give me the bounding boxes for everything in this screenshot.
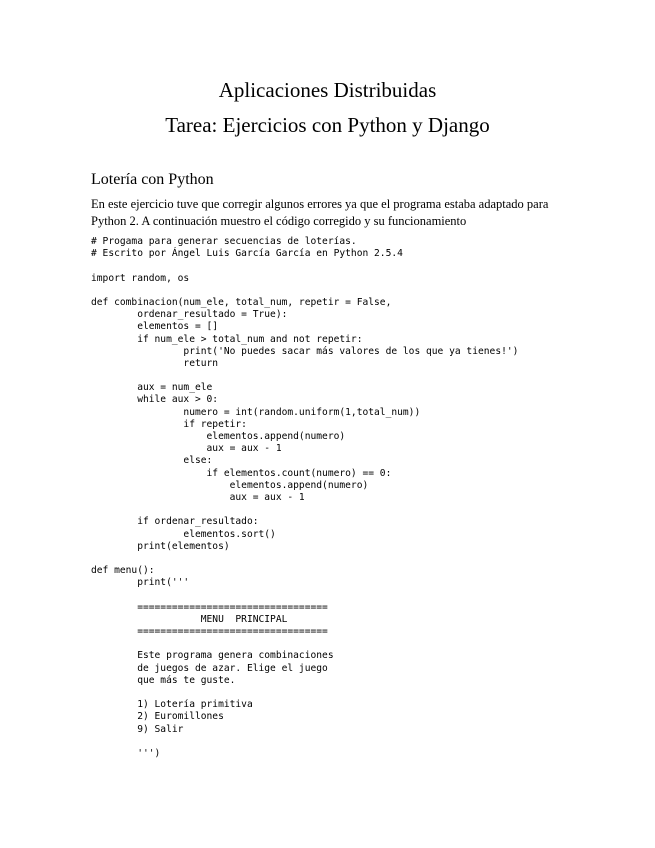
code-line: 2) Euromillones	[91, 711, 224, 723]
code-line: import random, os	[91, 272, 190, 284]
code-line: elementos.append(numero)	[91, 431, 346, 442]
code-line: print('''	[91, 577, 190, 589]
code-line	[91, 370, 518, 382]
code-line: numero = int(random.uniform(1,total_num))	[91, 406, 421, 418]
code-line: return	[91, 357, 219, 369]
code-line: while aux > 0:	[91, 394, 219, 406]
code-line: ''')	[91, 747, 161, 759]
code-listing	[91, 236, 518, 760]
code-line	[91, 504, 518, 516]
code-line: print('No puedes sacar más valores de los que ya tienes!')	[91, 345, 519, 357]
code-line: elementos.append(numero)	[91, 479, 369, 491]
code-line: elementos = []	[91, 321, 219, 333]
code-line: Este programa genera combinaciones	[91, 650, 334, 662]
code-line: # Escrito por Ángel Luis García García en Python 2.5.4	[91, 248, 403, 260]
code-line: aux = aux - 1	[91, 443, 282, 455]
code-line: MENU PRINCIPAL	[91, 613, 288, 625]
code-line	[91, 638, 518, 650]
intro-paragraph: En este ejercicio tuve que corregir algunos errores ya que el programa estaba adaptado para Python 2. A continuación muestro el código corregido y su funcionamiento	[91, 197, 549, 228]
section-heading: Lotería con Python	[91, 171, 214, 188]
code-line: =================================	[91, 626, 328, 637]
code-line: else:	[91, 455, 213, 467]
code-line	[91, 285, 518, 297]
code-line: # Progama para generar secuencias de loterías.	[91, 236, 357, 247]
code-line	[91, 589, 518, 601]
code-line: de juegos de azar. Elige el juego	[91, 662, 328, 674]
code-line: if ordenar_resultado:	[91, 516, 259, 528]
code-line: ordenar_resultado = True):	[91, 309, 288, 321]
code-line	[91, 553, 518, 565]
code-line: if num_ele > total_num and not repetir:	[91, 333, 363, 345]
code-line: que más te guste.	[91, 674, 236, 686]
code-line: 9) Salir	[91, 723, 184, 735]
code-line	[91, 687, 518, 699]
document-title: Aplicaciones Distribuidas	[218, 78, 437, 102]
code-line: def menu():	[91, 565, 155, 577]
code-line: if repetir:	[91, 418, 247, 430]
code-line: aux = num_ele	[91, 382, 213, 394]
code-line: =================================	[91, 601, 328, 613]
code-line: def combinacion(num_ele, total_num, repetir = False,	[91, 296, 392, 308]
code-line: aux = aux - 1	[91, 491, 305, 503]
code-line	[91, 260, 518, 272]
code-line: if elementos.count(numero) == 0:	[91, 467, 392, 479]
code-line: 1) Lotería primitiva	[91, 699, 253, 711]
code-line: elementos.sort()	[91, 528, 276, 540]
code-line	[91, 736, 518, 748]
document-subtitle: Tarea: Ejercicios con Python y Django	[165, 113, 490, 137]
code-line: print(elementos)	[91, 540, 230, 552]
